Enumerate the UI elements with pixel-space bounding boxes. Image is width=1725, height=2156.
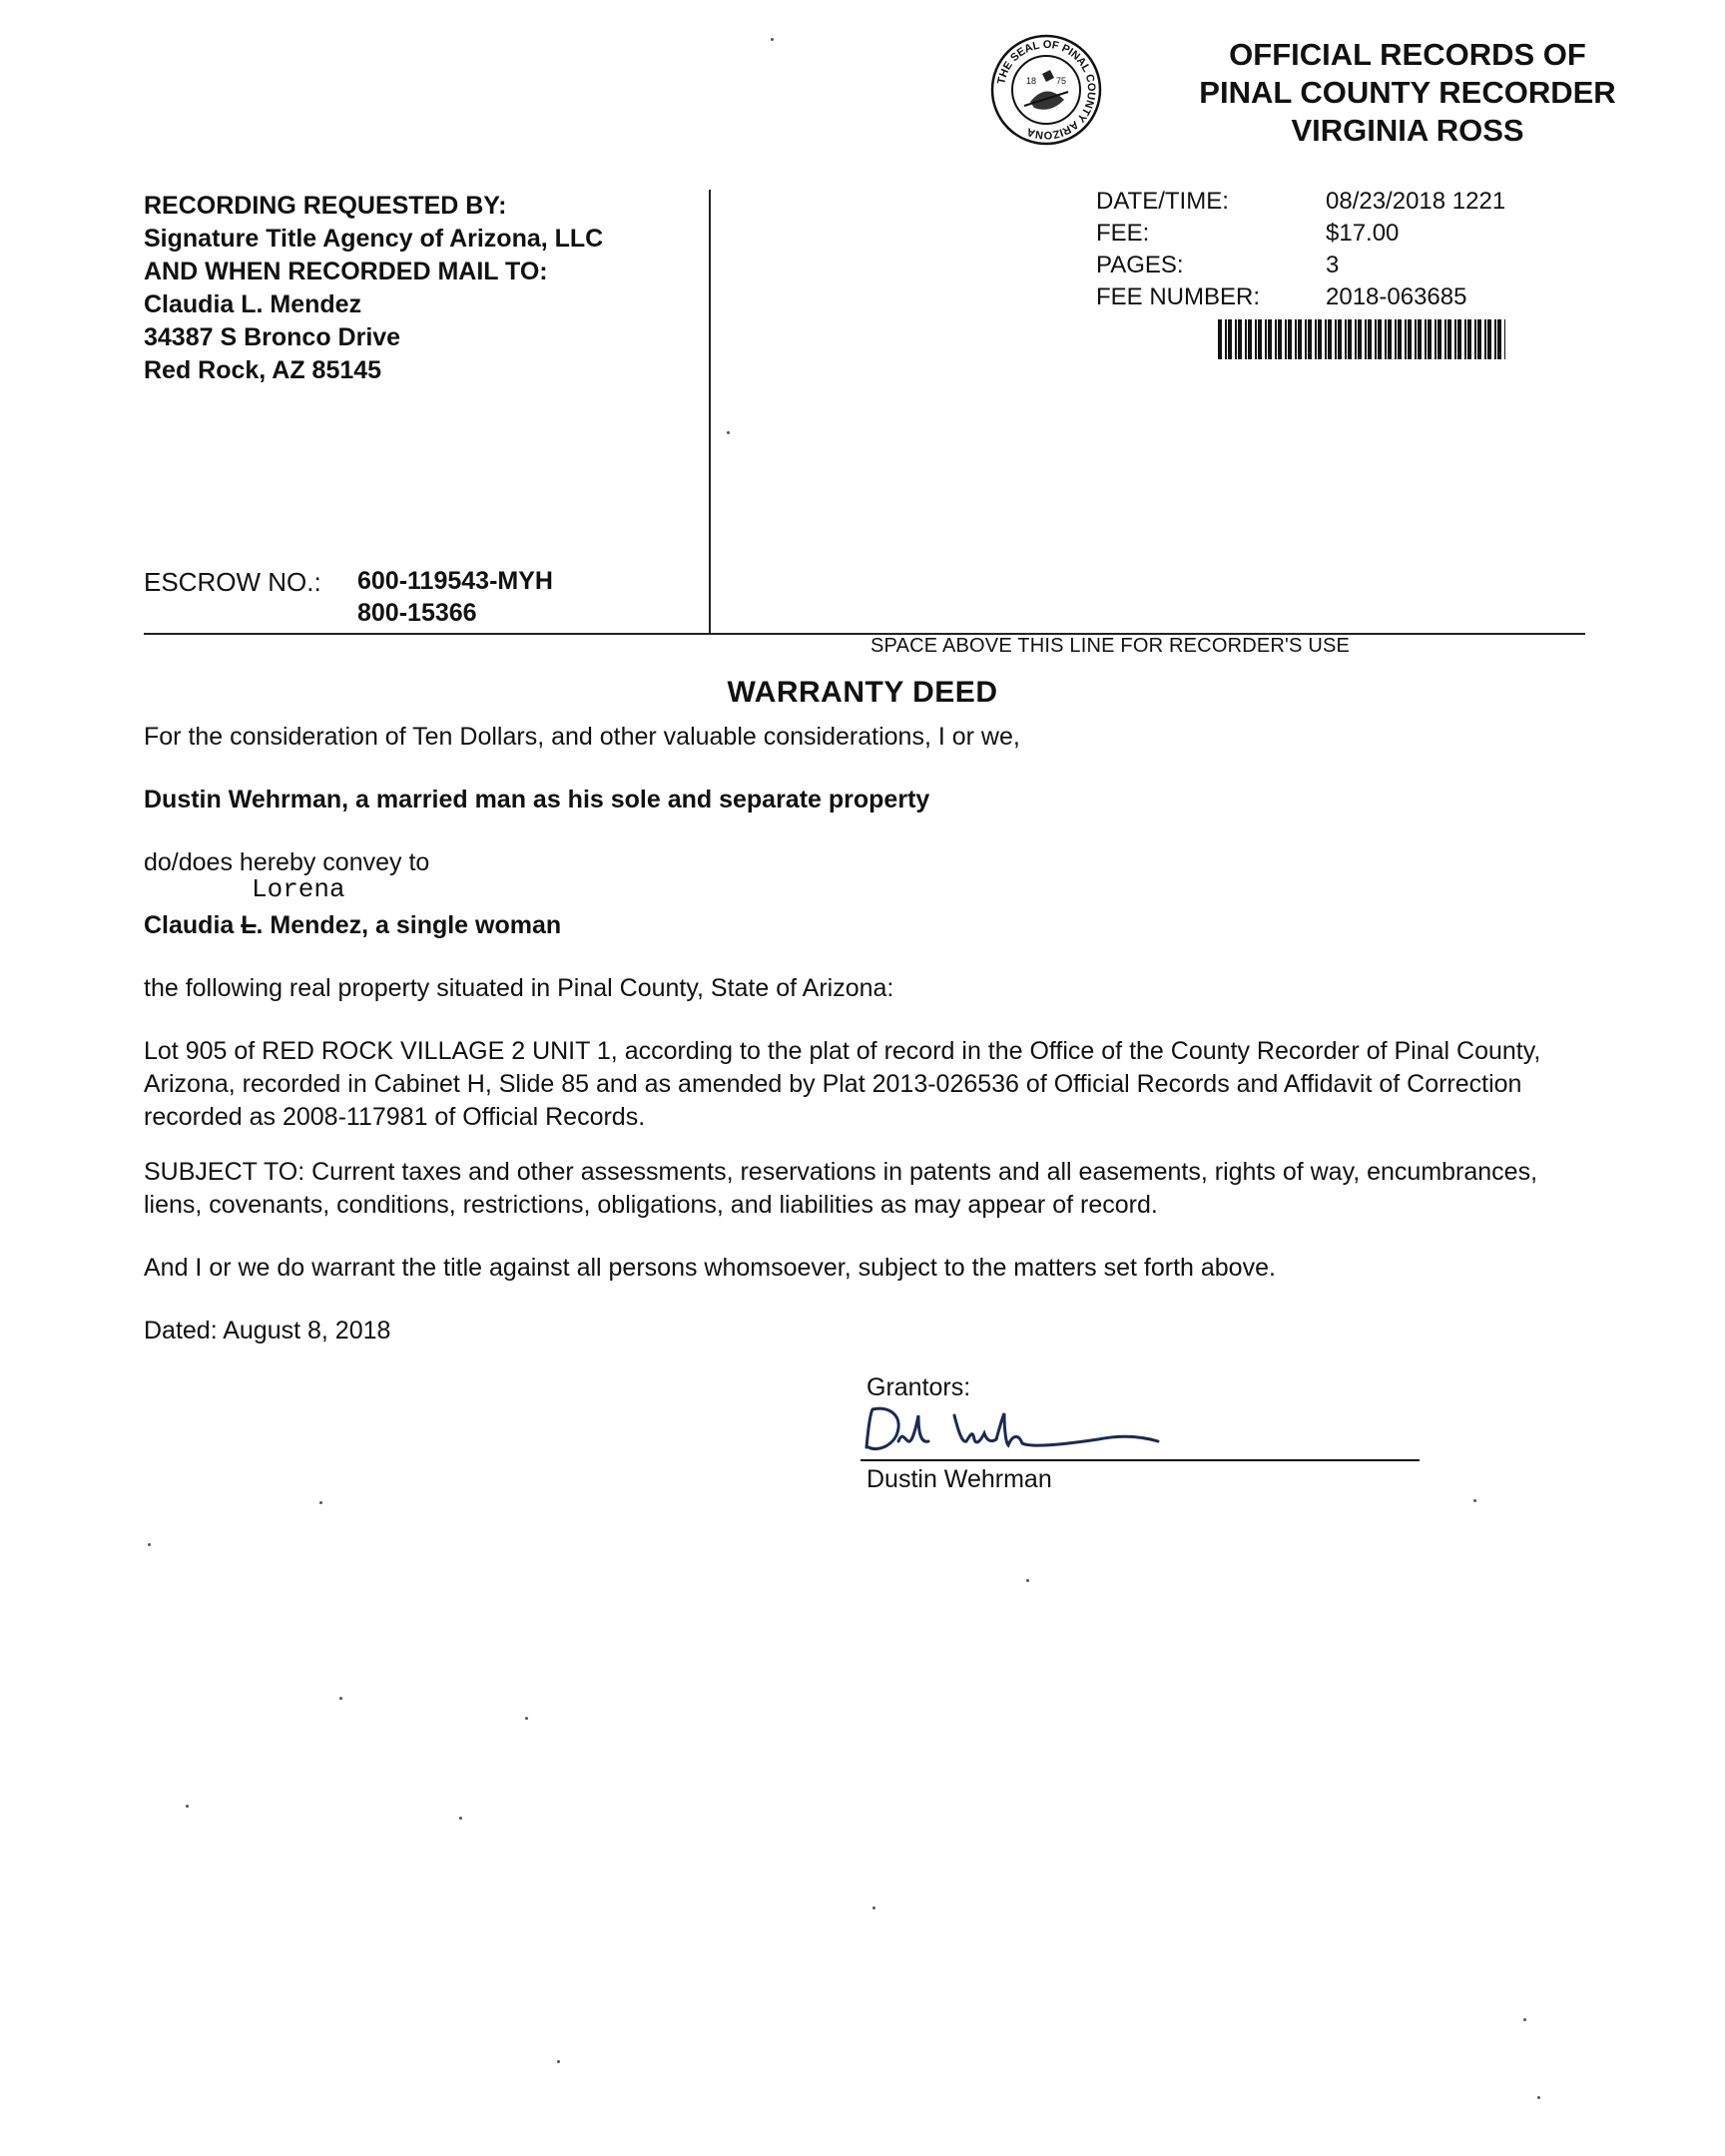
recording-requested-heading: RECORDING REQUESTED BY: bbox=[144, 192, 507, 220]
scan-speck bbox=[771, 38, 774, 41]
escrow-label: ESCROW NO.: bbox=[144, 567, 321, 597]
scan-speck bbox=[1473, 1499, 1476, 1502]
date-time-label: DATE/TIME: bbox=[1096, 188, 1229, 215]
barcode-bar bbox=[1245, 319, 1247, 359]
pages-value: 3 bbox=[1326, 252, 1340, 278]
barcode-bar bbox=[1285, 319, 1287, 359]
barcode-bar bbox=[1484, 319, 1486, 359]
barcode-bar bbox=[1467, 319, 1471, 359]
barcode-bar bbox=[1425, 319, 1427, 359]
barcode-bar bbox=[1238, 319, 1242, 359]
barcode-bar bbox=[1348, 319, 1352, 359]
scan-speck bbox=[525, 1717, 528, 1720]
barcode-bar bbox=[1497, 319, 1501, 359]
county-seal bbox=[990, 34, 1102, 146]
barcode-bar bbox=[1418, 319, 1422, 359]
scan-speck bbox=[1026, 1579, 1029, 1582]
date-time-value: 08/23/2018 1221 bbox=[1326, 188, 1506, 215]
barcode-bar bbox=[1225, 319, 1227, 359]
warranty-clause: And I or we do warrant the title against all persons whomsoever, subject to the matters set forth above. bbox=[144, 1254, 1276, 1282]
legal-description: Lot 905 of RED ROCK VILLAGE 2 UNIT 1, according to the plat of record in the Office of the County Recorder of Pinal County, Arizona, recorded in Cabinet H, Slide 85 and as amended by Plat 2013-026536 of Official Records and Affidavit of Correction recorded as 2008-117981 of Official Records. bbox=[144, 1037, 1541, 1131]
barcode-bar bbox=[1258, 319, 1262, 359]
barcode-bar bbox=[1378, 319, 1382, 359]
grantor-description: Dustin Wehrman, a married man as his sole and separate property bbox=[144, 786, 930, 813]
barcode-bar bbox=[1355, 319, 1357, 359]
barcode-bar bbox=[1487, 319, 1491, 359]
scan-speck bbox=[148, 1543, 151, 1546]
seal-year-right: 75 bbox=[1056, 76, 1067, 86]
scan-speck bbox=[186, 1805, 189, 1808]
barcode-bar bbox=[1388, 319, 1392, 359]
recorder-use-note: SPACE ABOVE THIS LINE FOR RECORDER'S USE bbox=[870, 635, 1351, 657]
barcode-bar bbox=[1325, 319, 1327, 359]
barcode-bar bbox=[1308, 319, 1312, 359]
barcode-bar bbox=[1358, 319, 1362, 359]
consideration-text: For the consideration of Ten Dollars, and other valuable considerations, I or we, bbox=[144, 723, 1020, 751]
grantee-description bbox=[144, 909, 1601, 942]
barcode-bar bbox=[1474, 319, 1476, 359]
barcode-bar bbox=[1395, 319, 1397, 359]
dated-line: Dated: August 8, 2018 bbox=[144, 1317, 391, 1345]
barcode-bar bbox=[1444, 319, 1446, 359]
document-title: WARRANTY DEED bbox=[727, 676, 998, 709]
barcode-bar bbox=[1228, 319, 1232, 359]
barcode-bar bbox=[1408, 319, 1412, 359]
barcode-bar bbox=[1268, 319, 1272, 359]
barcode-bar bbox=[1235, 319, 1237, 359]
fee-value: $17.00 bbox=[1326, 220, 1400, 247]
scan-speck bbox=[1523, 2018, 1526, 2021]
escrow-number-primary: 600-119543-MYH bbox=[357, 567, 553, 595]
barcode-bar bbox=[1218, 319, 1222, 359]
recorder-name: VIRGINIA ROSS bbox=[1291, 113, 1524, 148]
barcode-bar bbox=[1477, 319, 1481, 359]
scan-speck bbox=[339, 1697, 342, 1700]
barcode-bar bbox=[1398, 319, 1402, 359]
mail-to-city: Red Rock, AZ 85145 bbox=[144, 356, 382, 384]
fee-label: FEE: bbox=[1096, 220, 1150, 247]
mail-to-name: Claudia L. Mendez bbox=[144, 290, 362, 318]
barcode-bar bbox=[1454, 319, 1456, 359]
barcode-bar bbox=[1288, 319, 1292, 359]
grantee-first-name: Claudia bbox=[144, 911, 242, 939]
barcode-bar bbox=[1428, 319, 1432, 359]
scan-speck bbox=[459, 1817, 462, 1820]
barcode bbox=[1218, 319, 1505, 359]
barcode-bar bbox=[1335, 319, 1337, 359]
barcode-bar bbox=[1415, 319, 1417, 359]
barcode-bar bbox=[1405, 319, 1407, 359]
barcode-bar bbox=[1255, 319, 1257, 359]
barcode-bar bbox=[1328, 319, 1332, 359]
property-situated-text: the following real property situated in Pinal County, State of Arizona: bbox=[144, 974, 894, 1002]
seal-year-left: 18 bbox=[1026, 76, 1037, 86]
scan-speck bbox=[557, 2060, 560, 2063]
struck-initial: L bbox=[241, 911, 257, 939]
barcode-bar bbox=[1368, 319, 1372, 359]
barcode-bar bbox=[1305, 319, 1307, 359]
mail-to-street: 34387 S Bronco Drive bbox=[144, 323, 401, 351]
convey-text: do/does hereby convey to bbox=[144, 848, 430, 876]
barcode-bar bbox=[1504, 319, 1505, 359]
barcode-bar bbox=[1295, 319, 1297, 359]
scan-speck bbox=[872, 1906, 875, 1909]
barcode-bar bbox=[1447, 319, 1451, 359]
grantor-printed-name: Dustin Wehrman bbox=[866, 1465, 1052, 1493]
barcode-bar bbox=[1265, 319, 1267, 359]
barcode-bar bbox=[1338, 319, 1342, 359]
barcode-bar bbox=[1298, 319, 1302, 359]
barcode-bar bbox=[1438, 319, 1441, 359]
svg-text:THE SEAL OF PINAL COUNTY ARIZO bbox=[995, 39, 1097, 141]
grantor-signature bbox=[859, 1395, 1238, 1467]
barcode-bar bbox=[1494, 319, 1496, 359]
barcode-bar bbox=[1315, 319, 1317, 359]
barcode-bar bbox=[1318, 319, 1322, 359]
seal-text: THE SEAL OF PINAL COUNTY ARIZONA bbox=[995, 38, 1098, 142]
barcode-bar bbox=[1278, 319, 1282, 359]
escrow-number-secondary: 800-15366 bbox=[357, 599, 477, 627]
grantors-label: Grantors: bbox=[866, 1373, 971, 1401]
barcode-bar bbox=[1464, 319, 1466, 359]
fee-number-label: FEE NUMBER: bbox=[1096, 283, 1261, 310]
typed-name-correction: Lorena bbox=[252, 874, 345, 904]
scan-speck bbox=[1537, 2096, 1540, 2099]
header-vertical-divider bbox=[709, 190, 711, 633]
barcode-bar bbox=[1345, 319, 1347, 359]
scan-speck bbox=[319, 1501, 322, 1504]
mail-to-heading: AND WHEN RECORDED MAIL TO: bbox=[144, 258, 548, 285]
barcode-bar bbox=[1457, 319, 1461, 359]
barcode-bar bbox=[1248, 319, 1252, 359]
barcode-bar bbox=[1275, 319, 1277, 359]
barcode-bar bbox=[1375, 319, 1377, 359]
recorder-use-divider bbox=[144, 633, 1585, 635]
signature-line bbox=[861, 1459, 1420, 1461]
title-agency-name: Signature Title Agency of Arizona, LLC bbox=[144, 225, 604, 253]
scan-speck bbox=[727, 431, 730, 434]
grantee-rest: . Mendez, a single woman bbox=[256, 911, 562, 939]
recorder-title-line2: PINAL COUNTY RECORDER bbox=[1199, 75, 1616, 110]
barcode-bar bbox=[1385, 319, 1387, 359]
subject-to-clause: SUBJECT TO: Current taxes and other assessments, reservations in patents and all easements, rights of way, encumbrances, liens, covenants, conditions, restrictions, obligations, and liabilities as may appear of record. bbox=[144, 1158, 1538, 1219]
pages-label: PAGES: bbox=[1096, 252, 1184, 278]
barcode-bar bbox=[1365, 319, 1367, 359]
recorder-title-line1: OFFICIAL RECORDS OF bbox=[1229, 37, 1586, 72]
barcode-bar bbox=[1435, 319, 1437, 359]
fee-number-value: 2018-063685 bbox=[1326, 283, 1467, 310]
